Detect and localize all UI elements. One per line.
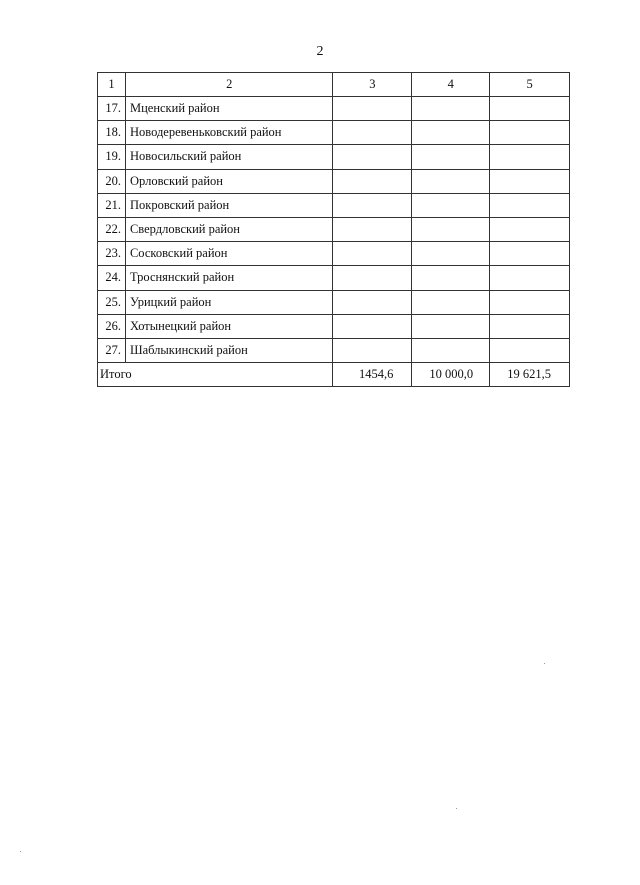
value-col-3	[333, 145, 412, 169]
row-number: 22.	[98, 217, 126, 241]
total-value-c4: 10 000,0	[412, 363, 490, 387]
total-value-c3: 1454,6	[333, 363, 412, 387]
value-col-3	[333, 242, 412, 266]
value-col-4	[412, 290, 490, 314]
value-col-3	[333, 169, 412, 193]
value-col-3	[333, 217, 412, 241]
value-col-5	[490, 266, 570, 290]
table-row	[98, 338, 570, 362]
value-col-4	[412, 169, 490, 193]
row-number: 26.	[98, 314, 126, 338]
header-col-3: 3	[333, 73, 412, 97]
table-row	[98, 290, 570, 314]
page-number: 2	[316, 44, 324, 59]
row-number: 20.	[98, 169, 126, 193]
value-col-4	[412, 97, 490, 121]
header-col-5: 5	[490, 73, 570, 97]
row-number: 25.	[98, 290, 126, 314]
value-col-4	[412, 266, 490, 290]
value-col-5	[490, 217, 570, 241]
district-name: Урицкий район	[125, 290, 333, 314]
value-col-5	[490, 145, 570, 169]
row-number: 17.	[98, 97, 126, 121]
data-table	[97, 72, 570, 387]
value-col-3	[333, 266, 412, 290]
table-row	[98, 193, 570, 217]
value-col-3	[333, 314, 412, 338]
value-col-3	[333, 338, 412, 362]
table-row	[98, 242, 570, 266]
row-number: 24.	[98, 266, 126, 290]
total-value-c5: 19 621,5	[490, 363, 570, 387]
value-col-5	[490, 290, 570, 314]
value-col-5	[490, 121, 570, 145]
header-col-2: 2	[125, 73, 333, 97]
district-name: Свердловский район	[125, 217, 333, 241]
district-name: Мценский район	[125, 97, 333, 121]
value-col-5	[490, 338, 570, 362]
value-col-3	[333, 97, 412, 121]
value-col-4	[412, 193, 490, 217]
header-col-4: 4	[412, 73, 490, 97]
table-header-row	[98, 73, 570, 97]
district-name: Шаблыкинский район	[125, 338, 333, 362]
row-number: 18.	[98, 121, 126, 145]
table-row	[98, 314, 570, 338]
row-number: 19.	[98, 145, 126, 169]
table-row	[98, 169, 570, 193]
district-name: Троснянский район	[125, 266, 333, 290]
value-col-4	[412, 217, 490, 241]
value-col-4	[412, 145, 490, 169]
table-row	[98, 145, 570, 169]
scan-speck	[544, 663, 545, 664]
table-row	[98, 266, 570, 290]
value-col-5	[490, 314, 570, 338]
total-label: Итого	[98, 363, 333, 387]
value-col-4	[412, 314, 490, 338]
value-col-5	[490, 169, 570, 193]
district-name: Сосковский район	[125, 242, 333, 266]
value-col-3	[333, 290, 412, 314]
value-col-4	[412, 242, 490, 266]
scan-speck	[20, 851, 21, 852]
value-col-5	[490, 193, 570, 217]
value-col-4	[412, 338, 490, 362]
value-col-4	[412, 121, 490, 145]
table-row	[98, 217, 570, 241]
value-col-5	[490, 242, 570, 266]
row-number: 27.	[98, 338, 126, 362]
district-name: Покровский район	[125, 193, 333, 217]
row-number: 21.	[98, 193, 126, 217]
value-col-3	[333, 193, 412, 217]
district-name: Новосильский район	[125, 145, 333, 169]
table-row	[98, 121, 570, 145]
total-row	[98, 363, 570, 387]
table-row	[98, 97, 570, 121]
district-name: Хотынецкий район	[125, 314, 333, 338]
scan-speck	[456, 808, 457, 809]
value-col-3	[333, 121, 412, 145]
district-name: Орловский район	[125, 169, 333, 193]
district-name: Новодеревеньковский район	[125, 121, 333, 145]
row-number: 23.	[98, 242, 126, 266]
value-col-5	[490, 97, 570, 121]
header-col-1: 1	[98, 73, 126, 97]
